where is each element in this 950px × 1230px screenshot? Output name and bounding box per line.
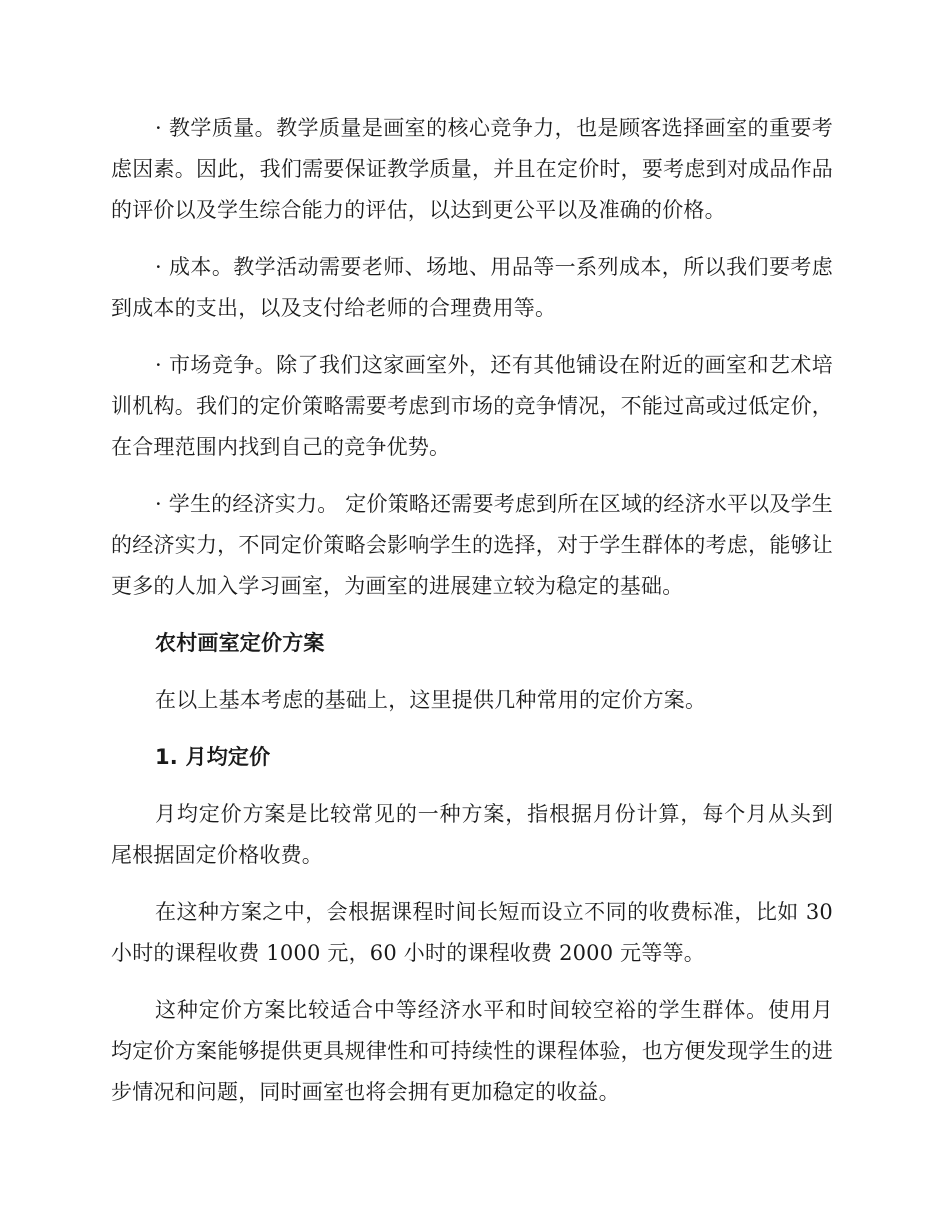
paragraph-monthly-suitability: 这种定价方案比较适合中等经济水平和时间较空裕的学生群体。使用月均定价方案能够提供更具规律性和可持续性的课程体验，也方便发现学生的进步情况和问题，同时画室也将会拥有更加稳定的收益。 [111, 998, 833, 1104]
document-body [111, 108, 833, 1129]
paragraph-teaching-quality: · 教学质量。教学质量是画室的核心竞争力，也是顾客选择画室的重要考虑因素。因此，我们需要保证教学质量，并且在定价时，要考虑到对成品作品的评价以及学生综合能力的评估，以达到更公平以及准确的价格。 [111, 116, 833, 222]
paragraph-market-competition: · 市场竞争。除了我们这家画室外，还有其他铺设在附近的画室和艺术培训机构。我们的定价策略需要考虑到市场的竞争情况，不能过高或过低定价，在合理范围内找到自己的竞争优势。 [111, 353, 833, 459]
paragraph-monthly-definition: 月均定价方案是比较常见的一种方案，指根据月份计算，每个月从头到尾根据固定价格收费。 [111, 802, 833, 867]
section-heading-pricing-plans: 农村画室定价方案 [155, 631, 325, 655]
paragraph-monthly-example: 在这种方案之中，会根据课程时间长短而设立不同的收费标准，比如 30 小时的课程收费 1000 元，60 小时的课程收费 2000 元等等。 [111, 900, 833, 965]
paragraph-cost: · 成本。教学活动需要老师、场地、用品等一系列成本，所以我们要考虑到成本的支出，以及支付给老师的合理费用等。 [111, 255, 833, 320]
subheading-monthly-pricing: 1. 月均定价 [155, 745, 271, 769]
paragraph-student-economy: · 学生的经济实力。 定价策略还需要考虑到所在区域的经济水平以及学生的经济实力，不同定价策略会影响学生的选择，对于学生群体的考虑，能够让更多的人加入学习画室，为画室的进展建立较为稳定的基础。 [111, 492, 833, 598]
paragraph-intro-plans: 在以上基本考虑的基础上，这里提供几种常用的定价方案。 [155, 688, 707, 712]
